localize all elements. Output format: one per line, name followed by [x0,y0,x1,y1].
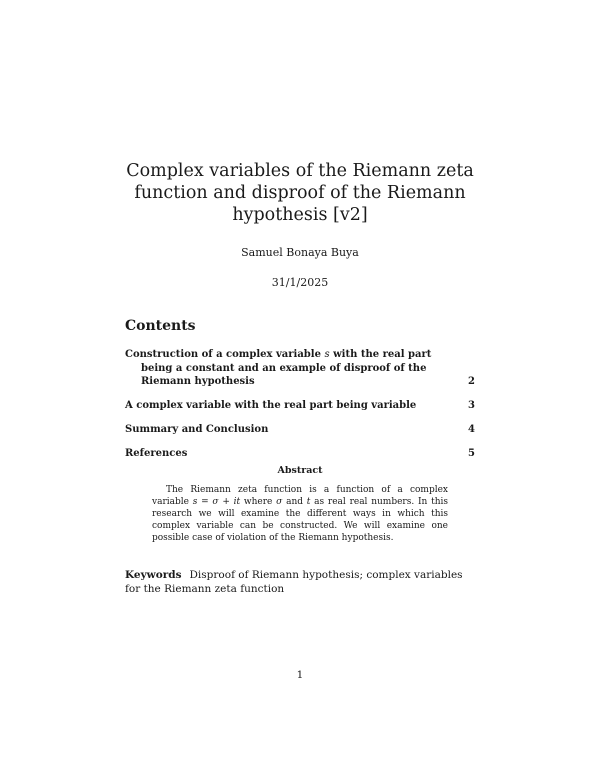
toc-entry[interactable] [125,399,475,413]
abstract-text: and [282,497,307,507]
toc-entry-title-text: with the real part being a constant and an example of disproof of the Riemann hypothesis [141,349,432,387]
page-number: 1 [296,669,304,681]
toc-entry[interactable] [125,447,475,461]
abstract-text: as real real numbers. In this research we will examine the different ways in which this complex variable can be constructed. We will examine one possible case of violation of the Riemann hypothesis. [152,497,448,543]
toc-entry-title: Summary and Conclusion [125,424,269,435]
toc-entry-title-text: Construction of a complex variable [125,349,325,360]
abstract-math: σ [276,497,283,507]
toc-entry-page: 4 [468,424,475,435]
contents-heading: Contents [125,318,196,334]
abstract-math: t [306,497,311,507]
toc-entry-title: A complex variable with the real part being variable [125,400,417,411]
toc-entry-title: References [125,448,188,459]
toc-entry-math: s [324,349,330,360]
keywords-label: Keywords [125,569,182,581]
toc-entry[interactable] [125,348,475,389]
keywords-text: Disproof of Riemann hypothesis; complex variables for the Riemann zeta function [125,569,463,595]
paper-date: 31/1/2025 [271,276,329,289]
keywords-section [125,568,477,596]
table-of-contents [125,348,475,471]
abstract-body [152,484,448,544]
toc-entry-page: 3 [468,400,475,411]
abstract-text: where [240,497,277,507]
toc-entry-page: 5 [468,448,475,459]
abstract-math: s = σ + it [192,497,241,507]
toc-entry[interactable] [125,423,475,437]
paper-title: Complex variables of the Riemann zeta function and disproof of the Riemann hypothesis [v2] [126,161,474,225]
toc-entry-title [125,348,463,389]
abstract-text: The Riemann zeta function is a function of a complex variable [152,485,448,507]
toc-entry-page: 2 [468,376,475,387]
abstract-heading: Abstract [277,465,323,476]
author-name: Samuel Bonaya Buya [241,246,359,259]
